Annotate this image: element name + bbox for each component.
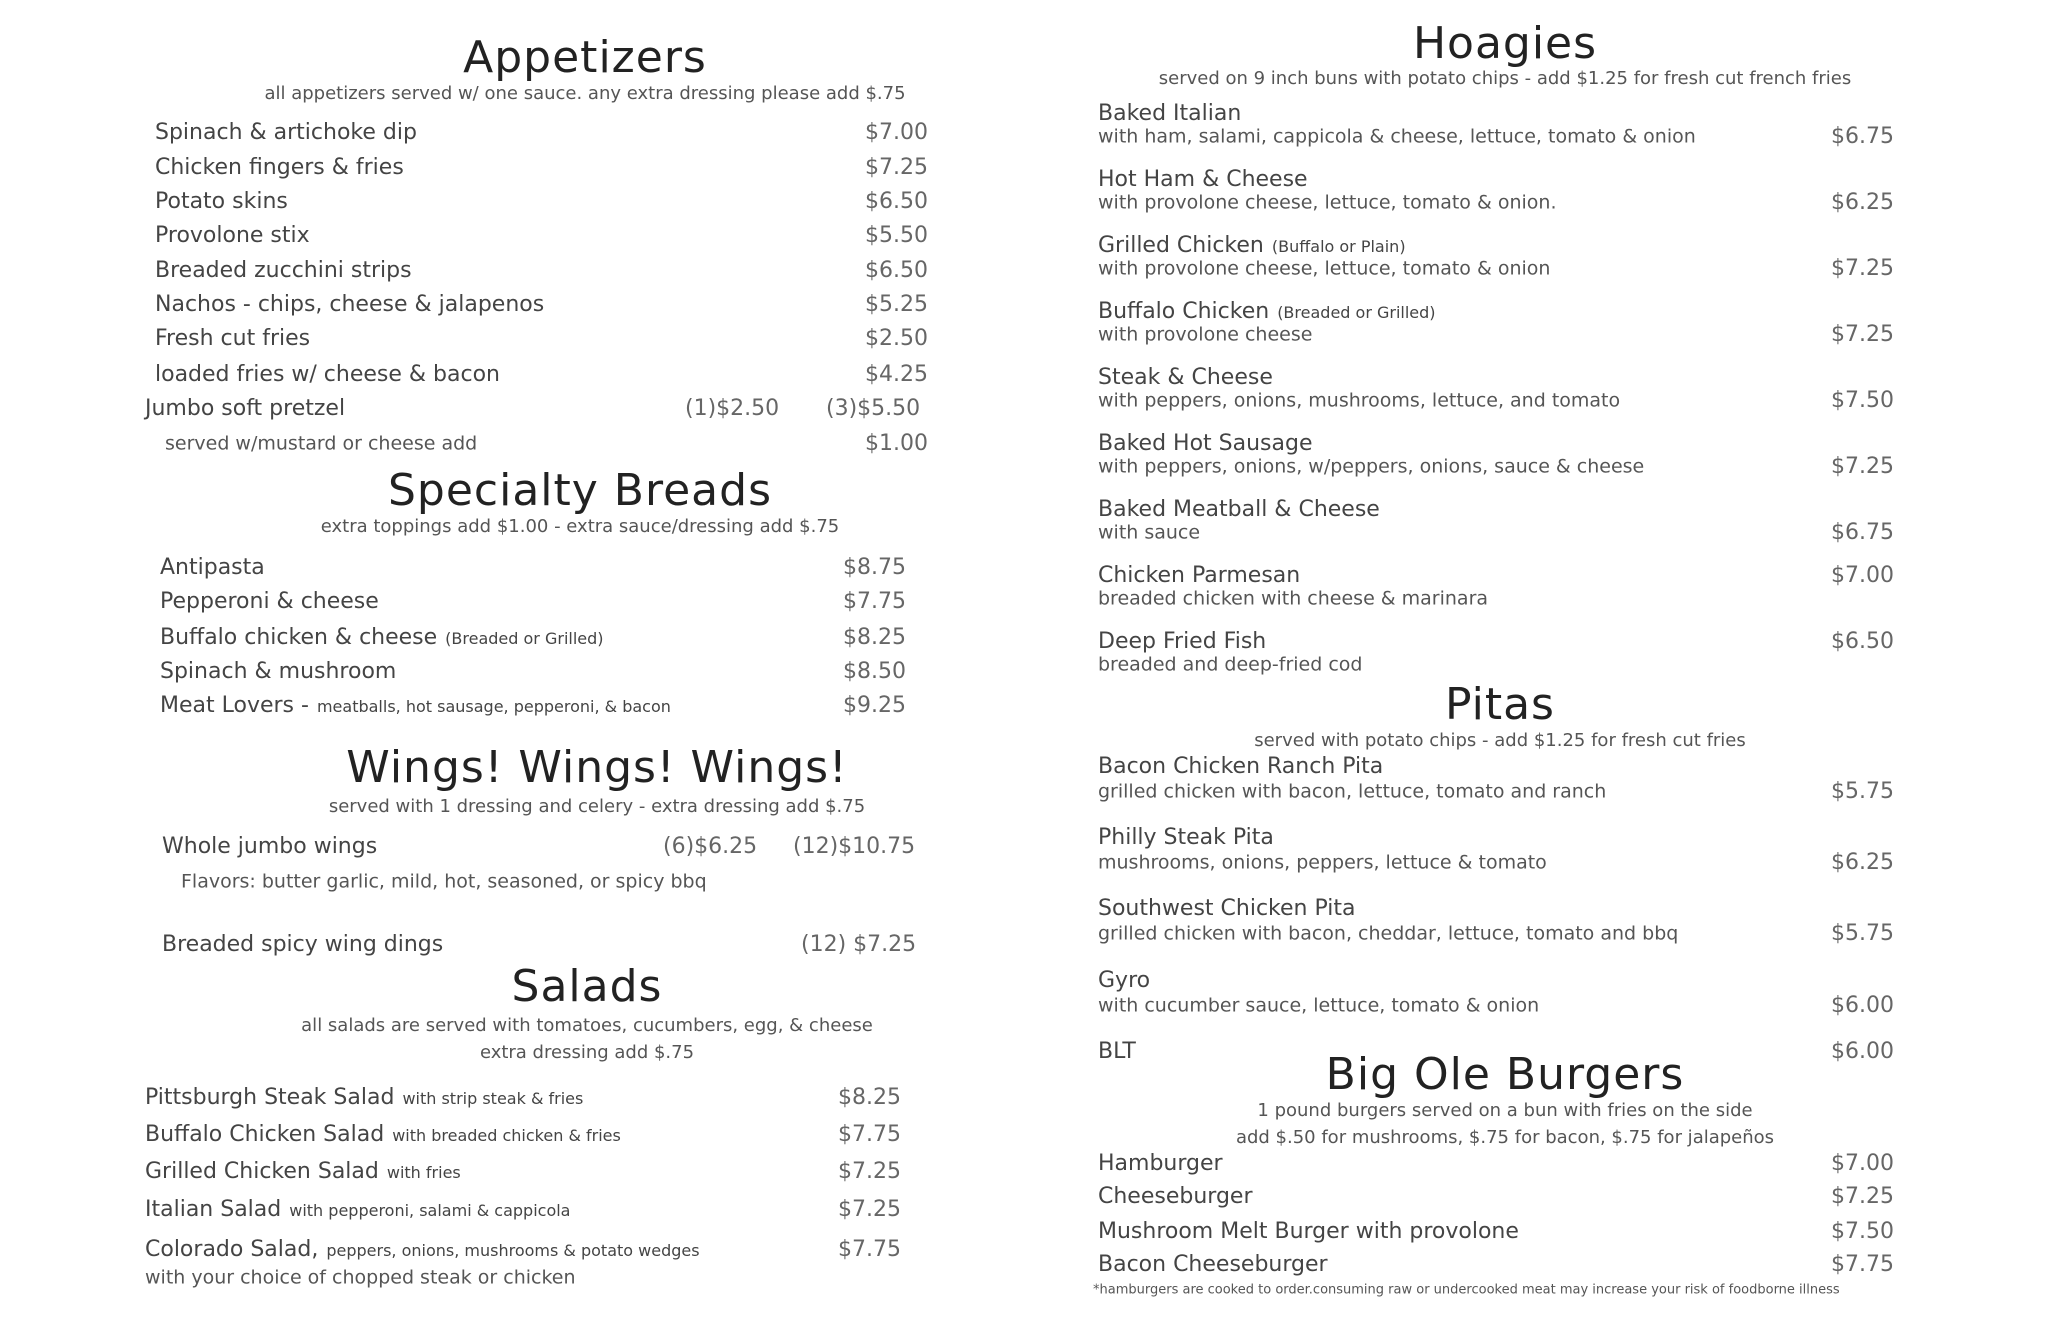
item-name: Potato skins xyxy=(155,189,288,214)
menu-item-price: $5.25 xyxy=(865,292,928,317)
item-name: Chicken Parmesan xyxy=(1098,563,1301,588)
item-name: Buffalo chicken & cheese xyxy=(160,625,438,650)
menu-item-price: $6.75 xyxy=(1831,124,1894,149)
menu-item-price: $7.75 xyxy=(838,1122,901,1147)
menu-item-name xyxy=(1098,898,1356,920)
menu-item-price: (12)$10.75 xyxy=(793,834,916,859)
item-name: Hot Ham & Cheese xyxy=(1098,167,1308,192)
burgers-footnote: *hamburgers are cooked to order.consuming raw or undercooked meat may increase your risk of foodborne illness xyxy=(1093,1282,1840,1298)
item-name: served w/mustard or cheese add xyxy=(165,432,478,455)
menu-item-name xyxy=(155,328,310,350)
item-name: Buffalo Chicken xyxy=(1098,299,1270,324)
menu-item-price: $4.25 xyxy=(865,362,928,387)
item-name: Hamburger xyxy=(1098,1151,1223,1176)
menu-item-price: $6.75 xyxy=(1831,520,1894,545)
menu-item-name xyxy=(160,557,265,579)
menu-item-name xyxy=(1098,1153,1223,1175)
menu-item-price: $7.50 xyxy=(1831,388,1894,413)
appetizers-subtitle: all appetizers served w/ one sauce. any extra dressing please add $.75 xyxy=(264,83,906,104)
pitas-title: Pitas xyxy=(1445,679,1555,730)
menu-item-name xyxy=(1098,631,1266,653)
menu-item-name xyxy=(1098,301,1436,323)
item-name: Grilled Chicken xyxy=(1098,233,1264,258)
menu-item-name xyxy=(155,364,500,386)
menu-item-description: with cucumber sauce, lettuce, tomato & onion xyxy=(1098,994,1540,1017)
menu-item-price: $6.50 xyxy=(1831,629,1894,654)
menu-item-price: $6.00 xyxy=(1831,1039,1894,1064)
menu-item-price-alt: (6)$6.25 xyxy=(663,834,758,859)
menu-item-name xyxy=(181,870,707,893)
menu-item-price: $8.50 xyxy=(843,659,906,684)
menu-item-description: mushrooms, onions, peppers, lettuce & tomato xyxy=(1098,851,1547,874)
item-name: Bacon Cheeseburger xyxy=(1098,1252,1328,1277)
item-name: Meat Lovers - xyxy=(160,693,309,718)
menu-item-price: (12) $7.25 xyxy=(801,932,917,957)
menu-item-name xyxy=(1098,103,1241,125)
hoagies-subtitle: served on 9 inch buns with potato chips - add $1.25 for fresh cut french fries xyxy=(1158,68,1852,89)
menu-item-name xyxy=(160,661,396,683)
item-note: with fries xyxy=(386,1163,461,1182)
salads-subtitle-2: extra dressing add $.75 xyxy=(479,1042,695,1063)
item-name: loaded fries w/ cheese & bacon xyxy=(155,362,500,387)
menu-item-price: $7.00 xyxy=(865,120,928,145)
item-name: Spinach & artichoke dip xyxy=(155,120,417,145)
menu-item-name xyxy=(155,294,544,316)
item-note: (Buffalo or Plain) xyxy=(1271,237,1406,256)
menu-item-name xyxy=(155,191,288,213)
menu-item-name xyxy=(162,836,377,858)
item-name: Chicken fingers & fries xyxy=(155,155,404,180)
menu-item-name xyxy=(155,122,417,144)
menu-item-price: $7.50 xyxy=(1831,1219,1894,1244)
menu-item-price: $7.25 xyxy=(1831,256,1894,281)
item-name: Philly Steak Pita xyxy=(1098,825,1274,850)
salads-subtitle: all salads are served with tomatoes, cucumbers, egg, & cheese xyxy=(301,1015,873,1036)
menu-item-name xyxy=(160,695,671,717)
menu-item-price: $8.25 xyxy=(843,625,906,650)
menu-item-name xyxy=(1098,970,1150,992)
menu-item-name xyxy=(145,398,345,420)
menu-item-description: with peppers, onions, mushrooms, lettuce, and tomato xyxy=(1098,389,1621,412)
menu-item-price: (3)$5.50 xyxy=(826,396,921,421)
menu-item-name xyxy=(1098,235,1406,257)
menu-item-price: $2.50 xyxy=(865,326,928,351)
menu-item-name xyxy=(1098,1041,1136,1063)
item-note: (Breaded or Grilled) xyxy=(445,629,604,648)
menu-item-price: $5.75 xyxy=(1831,779,1894,804)
item-note: with strip steak & fries xyxy=(402,1089,584,1108)
pitas-subtitle: served with potato chips - add $1.25 for fresh cut fries xyxy=(1254,730,1746,751)
menu-item-price: $7.25 xyxy=(1831,322,1894,347)
item-name: Steak & Cheese xyxy=(1098,365,1273,390)
menu-item-name xyxy=(1098,367,1273,389)
wings-subtitle: served with 1 dressing and celery - extra dressing add $.75 xyxy=(328,796,866,817)
menu-item-name xyxy=(155,157,404,179)
item-name: Whole jumbo wings xyxy=(162,834,378,859)
item-name: Deep Fried Fish xyxy=(1098,629,1267,654)
salads-title: Salads xyxy=(511,961,663,1012)
menu-item-price: $7.75 xyxy=(1831,1252,1894,1277)
item-name: Breaded zucchini strips xyxy=(155,258,412,283)
item-name: Gyro xyxy=(1098,968,1151,993)
menu-item-name xyxy=(1098,756,1383,778)
menu-item-price: $6.25 xyxy=(1831,190,1894,215)
item-name: Jumbo soft pretzel xyxy=(145,396,346,421)
menu-item-price: $7.00 xyxy=(1831,1151,1894,1176)
item-name: Baked Italian xyxy=(1098,101,1242,126)
item-name: BLT xyxy=(1098,1039,1136,1064)
menu-item-description: with provolone cheese, lettuce, tomato & onion xyxy=(1098,257,1551,280)
menu-item-name xyxy=(1098,1186,1252,1208)
menu-item-name xyxy=(160,627,604,649)
menu-item-name xyxy=(155,260,412,282)
menu-item-name xyxy=(1098,499,1380,521)
menu-item-name xyxy=(145,1161,461,1183)
item-name: Grilled Chicken Salad xyxy=(145,1159,379,1184)
menu-item-name xyxy=(1098,1254,1328,1276)
item-note: with breaded chicken & fries xyxy=(392,1126,621,1145)
item-name: Provolone stix xyxy=(155,223,310,248)
menu-item-price: $7.75 xyxy=(843,589,906,614)
item-name: Cheeseburger xyxy=(1098,1184,1253,1209)
item-note: (Breaded or Grilled) xyxy=(1277,303,1436,322)
menu-item-description: with sauce xyxy=(1098,521,1201,544)
menu-item-price: $5.75 xyxy=(1831,921,1894,946)
item-name: Pittsburgh Steak Salad xyxy=(145,1085,395,1110)
specialty_breads-subtitle: extra toppings add $1.00 - extra sauce/dressing add $.75 xyxy=(320,516,840,537)
menu-item-description: with provolone cheese xyxy=(1098,323,1313,346)
item-name: Antipasta xyxy=(160,555,265,580)
menu-item-description: grilled chicken with bacon, cheddar, lettuce, tomato and bbq xyxy=(1098,922,1679,945)
menu-item-description: with provolone cheese, lettuce, tomato & onion. xyxy=(1098,191,1557,214)
menu-item-price: $1.00 xyxy=(865,431,928,456)
item-name: Baked Hot Sausage xyxy=(1098,431,1313,456)
burgers-subtitle-2: add $.50 for mushrooms, $.75 for bacon, $.75 for jalapeños xyxy=(1235,1127,1775,1148)
specialty_breads-title: Specialty Breads xyxy=(387,465,773,516)
menu-item-price: $7.00 xyxy=(1831,563,1894,588)
menu-item-name xyxy=(165,432,478,455)
item-name: Breaded spicy wing dings xyxy=(162,932,444,957)
wings-title: Wings! Wings! Wings! xyxy=(346,742,848,793)
menu-item-price: $9.25 xyxy=(843,693,906,718)
menu-item-price: $7.25 xyxy=(865,155,928,180)
menu-item-name xyxy=(1098,565,1300,587)
menu-item-description: breaded chicken with cheese & marinara xyxy=(1098,587,1489,610)
item-name: Colorado Salad, xyxy=(145,1237,319,1262)
item-name: Fresh cut fries xyxy=(155,326,311,351)
menu-item-price: $8.25 xyxy=(838,1085,901,1110)
menu-item-description: breaded and deep-fried cod xyxy=(1098,653,1363,676)
menu-item-price: $7.25 xyxy=(838,1159,901,1184)
item-name: Spinach & mushroom xyxy=(160,659,397,684)
item-name: Buffalo Chicken Salad xyxy=(145,1122,385,1147)
menu-item-description: grilled chicken with bacon, lettuce, tomato and ranch xyxy=(1098,780,1607,803)
burgers-title: Big Ole Burgers xyxy=(1325,1049,1685,1100)
item-name: Pepperoni & cheese xyxy=(160,589,379,614)
menu-item-price: $6.50 xyxy=(865,189,928,214)
item-name: Bacon Chicken Ranch Pita xyxy=(1098,754,1384,779)
item-name: Italian Salad xyxy=(145,1197,282,1222)
menu-item-price: $7.25 xyxy=(1831,454,1894,479)
burgers-subtitle: 1 pound burgers served on a bun with fries on the side xyxy=(1257,1100,1753,1121)
menu-item-description: with ham, salami, cappicola & cheese, lettuce, tomato & onion xyxy=(1098,125,1696,148)
item-name: Mushroom Melt Burger with provolone xyxy=(1098,1219,1519,1244)
item-name: Flavors: butter garlic, mild, hot, seasoned, or spicy bbq xyxy=(181,870,707,893)
menu-item-price: $5.50 xyxy=(865,223,928,248)
menu-item-price: $6.00 xyxy=(1831,993,1894,1018)
menu-item-name xyxy=(160,591,379,613)
hoagies-title: Hoagies xyxy=(1412,18,1598,69)
menu-item-description: with peppers, onions, w/peppers, onions, sauce & cheese xyxy=(1098,455,1645,478)
item-note: peppers, onions, mushrooms & potato wedges xyxy=(326,1241,700,1260)
menu-item-name xyxy=(145,1199,570,1221)
item-name: Baked Meatball & Cheese xyxy=(1098,497,1380,522)
item-note: meatballs, hot sausage, pepperoni, & bacon xyxy=(316,697,671,716)
menu-item-name xyxy=(162,934,443,956)
menu-item-price: $7.25 xyxy=(838,1197,901,1222)
menu-item-name xyxy=(145,1239,700,1261)
menu-item-name xyxy=(1098,169,1308,191)
menu-item-name xyxy=(1098,827,1274,849)
menu-item-price: $6.25 xyxy=(1831,850,1894,875)
menu-item-description: with your choice of chopped steak or chicken xyxy=(145,1266,576,1289)
menu-item-price: $7.75 xyxy=(838,1237,901,1262)
menu-item-name xyxy=(145,1124,621,1146)
menu-item-name xyxy=(1098,433,1312,455)
item-name: Nachos - chips, cheese & jalapenos xyxy=(155,292,545,317)
menu-item-price-alt: (1)$2.50 xyxy=(685,396,780,421)
menu-item-price: $8.75 xyxy=(843,555,906,580)
menu-item-price: $7.25 xyxy=(1831,1184,1894,1209)
menu-item-name xyxy=(1098,1221,1519,1243)
appetizers-title: Appetizers xyxy=(463,32,707,83)
item-name: Southwest Chicken Pita xyxy=(1098,896,1356,921)
menu-item-name xyxy=(155,225,310,247)
menu-item-price: $6.50 xyxy=(865,258,928,283)
item-note: with pepperoni, salami & cappicola xyxy=(289,1201,571,1220)
menu-item-name xyxy=(145,1087,583,1109)
